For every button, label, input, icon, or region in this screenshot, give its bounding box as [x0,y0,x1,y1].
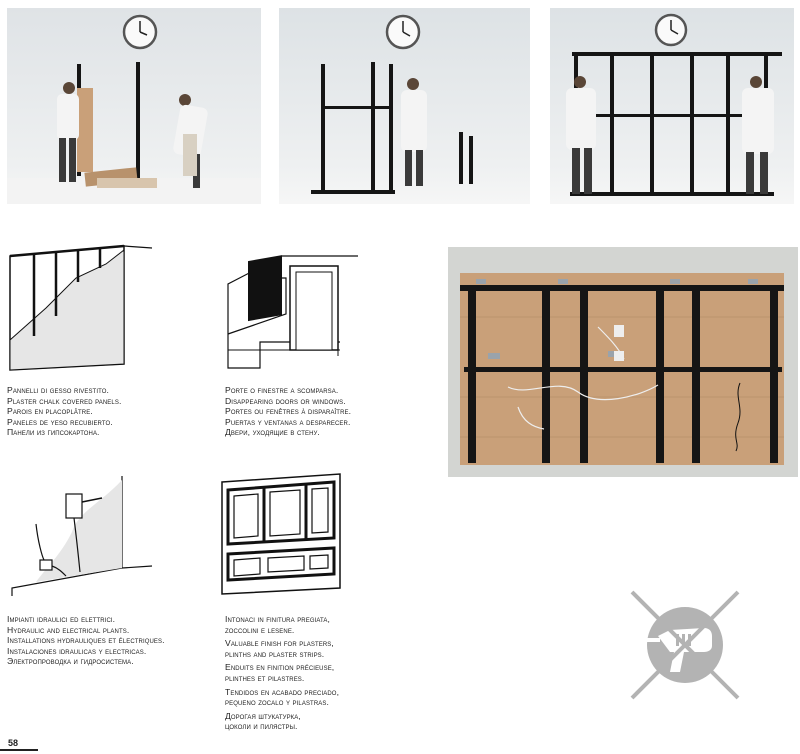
caption-line: Enduits en finition précieuse, [225,662,335,673]
valuable-finish-caption [225,614,425,735]
caption-line-ru: Панели из гипсокартона. [7,427,100,438]
caption-line-fr: Parois en placoplâtre. [7,406,93,417]
wall-frame-panel-photo [448,247,798,477]
disappearing-doors-sketch [220,238,360,378]
caption-line-it: Porte o finestre a scomparsa. [225,385,339,395]
caption-line: plinths and plaster strips. [225,648,325,659]
caption-line-ru: Электропроводка и гидросистема. [7,656,134,667]
caption-line: цоколи и пилястры. [225,721,298,732]
caption-para-it [225,614,425,635]
caption-line-es: Paneles de yeso recubierto. [7,416,113,427]
caption-para-en [225,638,425,659]
hydraulic-electrical-sketch [6,472,156,600]
plaster-panels-sketch [6,238,156,378]
footer-rule [0,749,38,751]
assembly-photo-2 [279,8,530,204]
caption-para-es [225,687,425,708]
caption-line: Дорогая штукатурка, [225,710,301,721]
wall-clock-icon [387,16,419,48]
caption-line-en: Disappearing doors or windows. [225,395,346,406]
caption-line-fr: Portes ou fenêtres à disparaître. [225,406,352,417]
caption-line-ru: Двери, уходящие в стену. [225,427,320,438]
caption-line: zoccolini e lesene. [225,624,295,635]
disappearing-doors-caption [225,385,425,438]
caption-line-fr: Installations hydrauliques et électriques. [7,635,165,646]
valuable-finish-sketch [220,472,350,600]
assembly-photo-3 [550,8,794,204]
caption-para-fr [225,662,425,683]
caption-line-es: Instalaciones idraulicas y electricas. [7,645,147,656]
caption-line-en: Hydraulic and electrical plants. [7,624,130,635]
no-drill-icon [624,584,746,706]
page-number: 58 [8,738,19,748]
caption-line-es: Puertas y ventanas a desparecer. [225,416,351,427]
caption-line: Tendidos en acabado preciado, [225,686,340,697]
page-footer [0,736,800,754]
caption-line: pequeno zocalo y pilastras. [225,697,329,708]
caption-line: Valuable finish for plasters, [225,638,334,649]
wall-clock-icon [656,15,686,45]
caption-line-en: Plaster chalk covered panels. [7,395,122,406]
plaster-panels-caption [7,385,207,438]
caption-para-ru [225,711,425,732]
caption-line: Intonaci in finitura pregiata, [225,614,330,624]
hydraulic-electrical-caption [7,614,207,667]
caption-line: plinthes et pilastres. [225,672,305,683]
assembly-photo-1 [7,8,261,204]
caption-line-it: Pannelli di gesso rivestito. [7,385,109,395]
caption-line-it: Impianti idraulici ed elettrici. [7,614,116,624]
wall-clock-icon [124,16,156,48]
